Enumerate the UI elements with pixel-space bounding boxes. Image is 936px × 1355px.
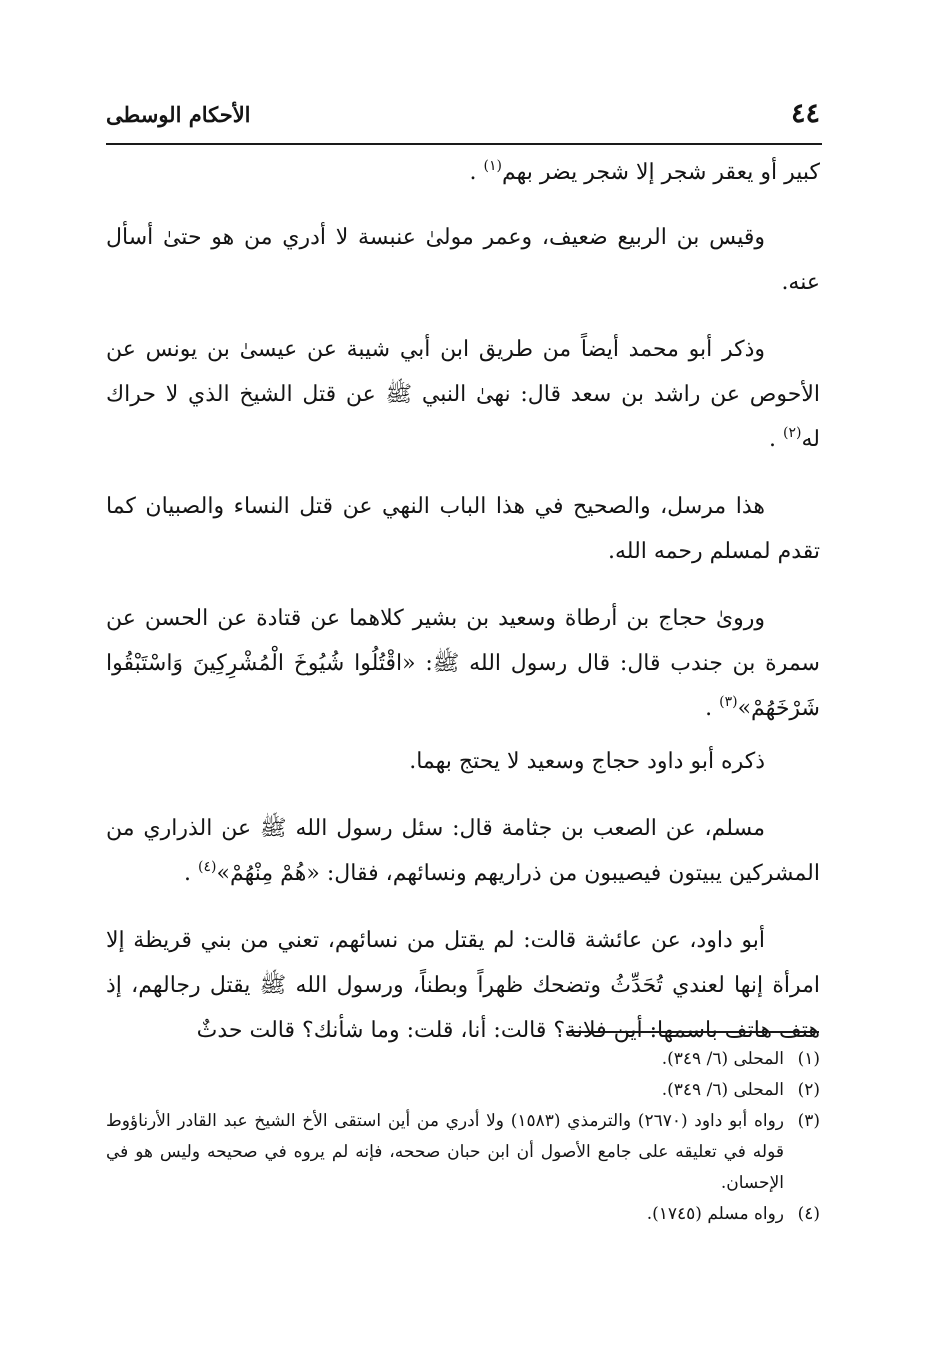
paragraph: مسلم، عن الصعب بن جثامة قال: سئل رسول الله ﷺ عن الذراري من المشركين يبيتون فيصيبون من ذراريهم ونسائهم، فقال: «هُمْ مِنْهُمْ»$^{(٤)}$ . [106,816,820,886]
main-text [106,150,820,1053]
footnote-ref: (١) [483,158,502,174]
footnote-text: رواه مسلم (١٧٤٥). [646,1204,784,1224]
footnote-ref: (٣) [719,694,738,710]
footnote-number: (١) [797,1049,820,1069]
running-title: الأحكام الوسطى [106,102,251,127]
footnote-rule [566,1031,819,1033]
page-header [106,96,820,140]
footnote-number: (٢) [797,1080,820,1100]
paragraph: هذا مرسل، والصحيح في هذا الباب النهي عن قتل النساء والصبيان كما تقدم لمسلم رحمه الله. [106,494,820,564]
paragraph: وقيس بن الربيع ضعيف، وعمر مولىٰ عنبسة لا أدري من هو حتىٰ أسأل عنه. [106,225,820,295]
footnote-number: (٣) [797,1111,820,1131]
footnote-ref: (٢) [783,425,802,441]
header-rule [106,143,822,145]
footnote-text: المحلى (٦/ ٣٤٩). [661,1049,784,1069]
footnote [106,1199,820,1230]
footnotes [106,1044,820,1230]
footnote-text: المحلى (٦/ ٣٤٩). [661,1080,784,1100]
footnote-ref: (٤) [198,859,217,875]
paragraph: ذكره أبو داود حجاج وسعيد لا يحتج بهما. [409,749,765,774]
footnote [106,1075,820,1106]
paragraph: كبير أو يعقر شجر إلا شجر يضر بهم$^{(١)}$ . [469,158,820,185]
paragraph: أبو داود، عن عائشة قالت: لم يقتل من نسائهم، تعني من بني قريظة إلا امرأة إنها لعندي تُحَدِّثُ وتضحك ظهراً وبطناً، ورسول الله ﷺ يقتل رجالهم، إذ هتف هاتف باسمها: أين فلانة؟ قالت: أنا، قلت: وما شأنك؟ قالت حدثٌ [106,928,820,1043]
footnote [106,1106,820,1199]
footnote-number: (٤) [797,1204,820,1224]
footnote [106,1044,820,1075]
paragraph: وذكر أبو محمد أيضاً من طريق ابن أبي شيبة عن عيسىٰ بن يونس عن الأحوص عن راشد بن سعد قال: نهىٰ النبي ﷺ عن قتل الشيخ الذي لا حراك له$^{(٢)}$ . [106,337,820,452]
page-number: ٤٤ [790,98,820,129]
footnote-text: رواه أبو داود (٢٦٧٠) والترمذي (١٥٨٣) ولا أدري من أين استقى الأخ الشيخ عبد القادر الأرناؤوط قوله في تعليقه على جامع الأصول أن ابن حبان صححه، فإنه لم يروه في صحيحه وليس هو في الإحسان. [106,1111,784,1193]
paragraph: وروىٰ حجاج بن أرطاة وسعيد بن بشير كلاهما عن قتادة عن الحسن عن سمرة بن جندب قال: قال رسول الله ﷺ: «اقْتُلُوا شُيُوخَ الْمُشْرِكِينَ وَاسْتَبْقُوا شَرْخَهُمْ»$^{(٣)}$ . [106,606,820,721]
